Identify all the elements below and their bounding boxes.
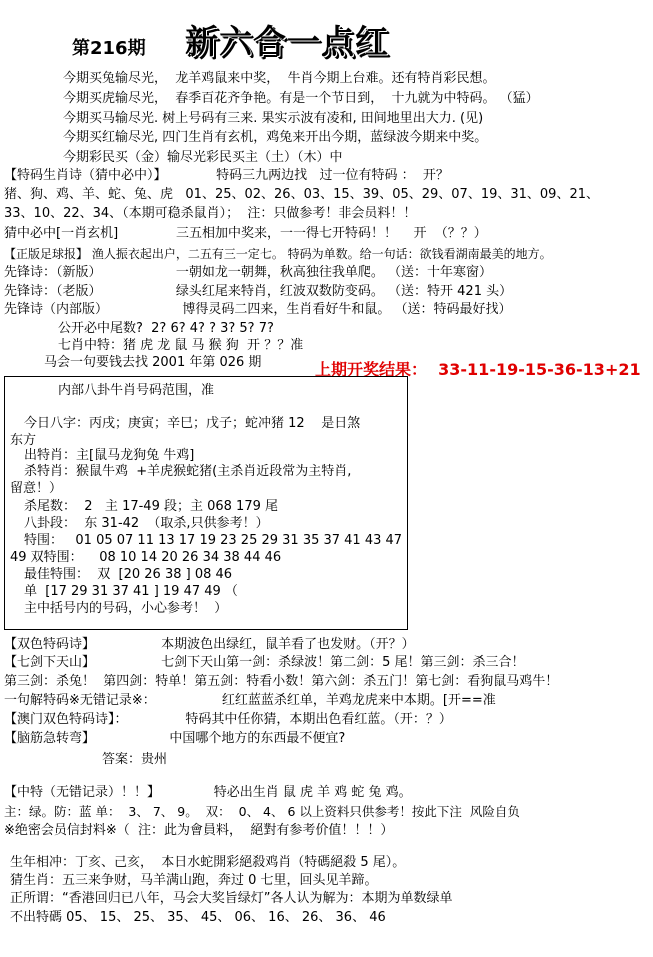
box-line: 特围： 01 05 07 11 13 17 19 23 25 29 31 35 37 41 43 47 xyxy=(24,533,403,548)
poem-line: 今期彩民买（金）输尽光彩民买主（土）（木）中 xyxy=(63,150,343,165)
football-report-line: 【正版足球报】 渔人振衣起出户，二五有三一定七。 特码为单数。给一句话：欲钱看湖南最美的地方。 xyxy=(4,247,552,261)
poem-line: 今期买虎输尽光， 春季百花齐争艳。有是一个节日到， 十九就为中特码。 （猛） xyxy=(63,91,539,106)
box-line: 杀尾数： 2 主 17-49 段；主 068 179 尾 xyxy=(24,499,278,514)
box-line: 49 双特围： 08 10 14 20 26 34 38 44 46 xyxy=(10,550,282,565)
zodiac-numbers-line: 猪、狗、鸡、羊、蛇、兔、虎 01、25、02、26、03、15、39、05、29、07、19、31、09、21、 xyxy=(4,187,599,202)
box-line: 东方 xyxy=(10,433,37,448)
tail-numbers-line: 公开必中尾数? 2? 6? 4? ? 3? 5? 7? xyxy=(58,321,274,336)
pioneer-poem-new: 先锋诗：（新版） 一朝如龙一朝舞，秋高独往我单爬。 （送：十年寒窗） xyxy=(4,265,493,280)
box-line: 八卦段： 东 31-42 （取杀,只供参考！） xyxy=(24,516,269,531)
seven-swords-line: 【七剑下天山】 七剑下天山第一剑：杀绿波！第二剑：5 尾！第三剑：杀三合！ xyxy=(4,655,525,670)
secret-member-line: ※绝密会员信封料※（ 注：此为會員料， 絕對有参考价值！！！） xyxy=(4,823,394,838)
seven-zodiac-line: 七肖中特：猪 虎 龙 鼠 马 猴 狗 开 ？？准 xyxy=(58,338,304,353)
jockey-club-line: 马会一句要钱去找 2001 年第 026 期 xyxy=(44,355,262,370)
poem-line: 今期买马输尽光. 树上号码有三来. 果实示波有凌和, 田间地里出大力. (见) xyxy=(63,111,484,126)
riddle-line: 【脑筋急转弯】 中国哪个地方的东西最不便宜? xyxy=(4,731,346,746)
saying-line: 正所谓：“香港回归已八年，马会大奖旨绿灯”各人认为解为：本期为单数绿单 xyxy=(10,891,453,906)
conflict-line: 生年相冲：丁亥、己亥， 本日水蛇開彩絕殺鸡肖（特碼絕殺 5 尾）。 xyxy=(10,855,406,870)
color-poem-line: 【双色特码诗】 本期波色出绿红，鼠羊看了也发财。（开？） xyxy=(4,637,415,652)
last-draw-result: 上期开奖结果： 33-11-19-15-36-13+21 xyxy=(315,360,641,379)
seven-swords-line: 第三剑：杀兔！ 第四剑：特单！第五剑：特看小数！第六剑：杀五门！第七剑：看狗鼠马鸡牛！ xyxy=(4,674,559,689)
poem-line: 今期买红输尽光, 四门生肖有玄机，鸡兔来开出今期，蓝绿波今期来中奖。 xyxy=(63,130,488,145)
one-sentence-line: 一句解特码※无错记录※： 红红蓝蓝杀红单，羊鸡龙虎来中本期。[开==准 xyxy=(4,693,496,708)
riddle-answer: 答案：贵州 xyxy=(102,752,168,767)
box-line: 今日八字：丙戌；庚寅；辛巳；戊子；蛇冲猪 12 是日煞 xyxy=(24,416,361,431)
logo-title: 新六合一点红 xyxy=(185,22,389,61)
box-line: 最佳特围： 双 [20 26 38 ] 08 46 xyxy=(24,567,233,582)
excluded-numbers-line: 不出特碼 05、 15、 25、 35、 45、 06、 16、 26、 36、 46 xyxy=(10,910,386,925)
pioneer-poem-internal: 先锋诗（内部版） 博得灵码二四来，生肖看好牛和鼠。 （送：特码最好找） xyxy=(4,302,512,317)
special-code-line: 【特码生肖诗（猜中必中）】 特码三九两边找 过一位有特码 ： 开？ xyxy=(4,168,449,183)
box-line: 出特肖：主[鼠马龙狗兔 牛鸡] xyxy=(24,448,195,463)
zodiac-numbers-line: 33、10、22、34、（本期可稳杀鼠肖）； 注：只做参考！非会员料！！ xyxy=(4,206,417,221)
guess-line: 猜中必中[一肖玄机] 三五相加中奖来，一一得七开特码！！ 开 （？？） xyxy=(4,226,487,241)
box-line: 主中括号内的号码，小心参考！ ） xyxy=(24,601,228,616)
special-record-line: 【中特（无错记录）！！】 特必出生肖 鼠 虎 羊 鸡 蛇 兔 鸡。 xyxy=(4,785,412,800)
issue-number: 第216期 xyxy=(72,38,146,59)
main-pick-line: 主：绿。防：蓝 单： 3、 7、 9。 双： 0、 4、 6 以上资料只供参考！按此下注 风险自负 xyxy=(4,804,520,819)
box-line: 单 [17 29 31 37 41 ] 19 47 49 （ xyxy=(24,584,238,599)
macau-poem-line: 【澳门双色特码诗】： 特码其中任你猜，本期出色看红蓝。（开：？） xyxy=(4,712,452,727)
box-title: 内部八卦牛肖号码范围，准 xyxy=(58,383,215,398)
box-line: 留意！） xyxy=(10,481,63,496)
poem-line: 今期买兔输尽光， 龙羊鸡鼠来中奖， 牛肖今期上台难。还有特肖彩民想。 xyxy=(63,71,496,86)
pioneer-poem-old: 先锋诗：（老版） 绿头红尾来特肖，红波双数防变码。 （送：特开 421 头） xyxy=(4,284,513,299)
box-line: 杀特肖：猴鼠牛鸡 +羊虎猴蛇猪(主杀肖近段常为主特肖, xyxy=(24,464,352,479)
guess-zodiac-line: 猜生肖：五三来争财，马羊满山跑，奔过 0 七里，回头见羊蹄。 xyxy=(10,873,378,888)
